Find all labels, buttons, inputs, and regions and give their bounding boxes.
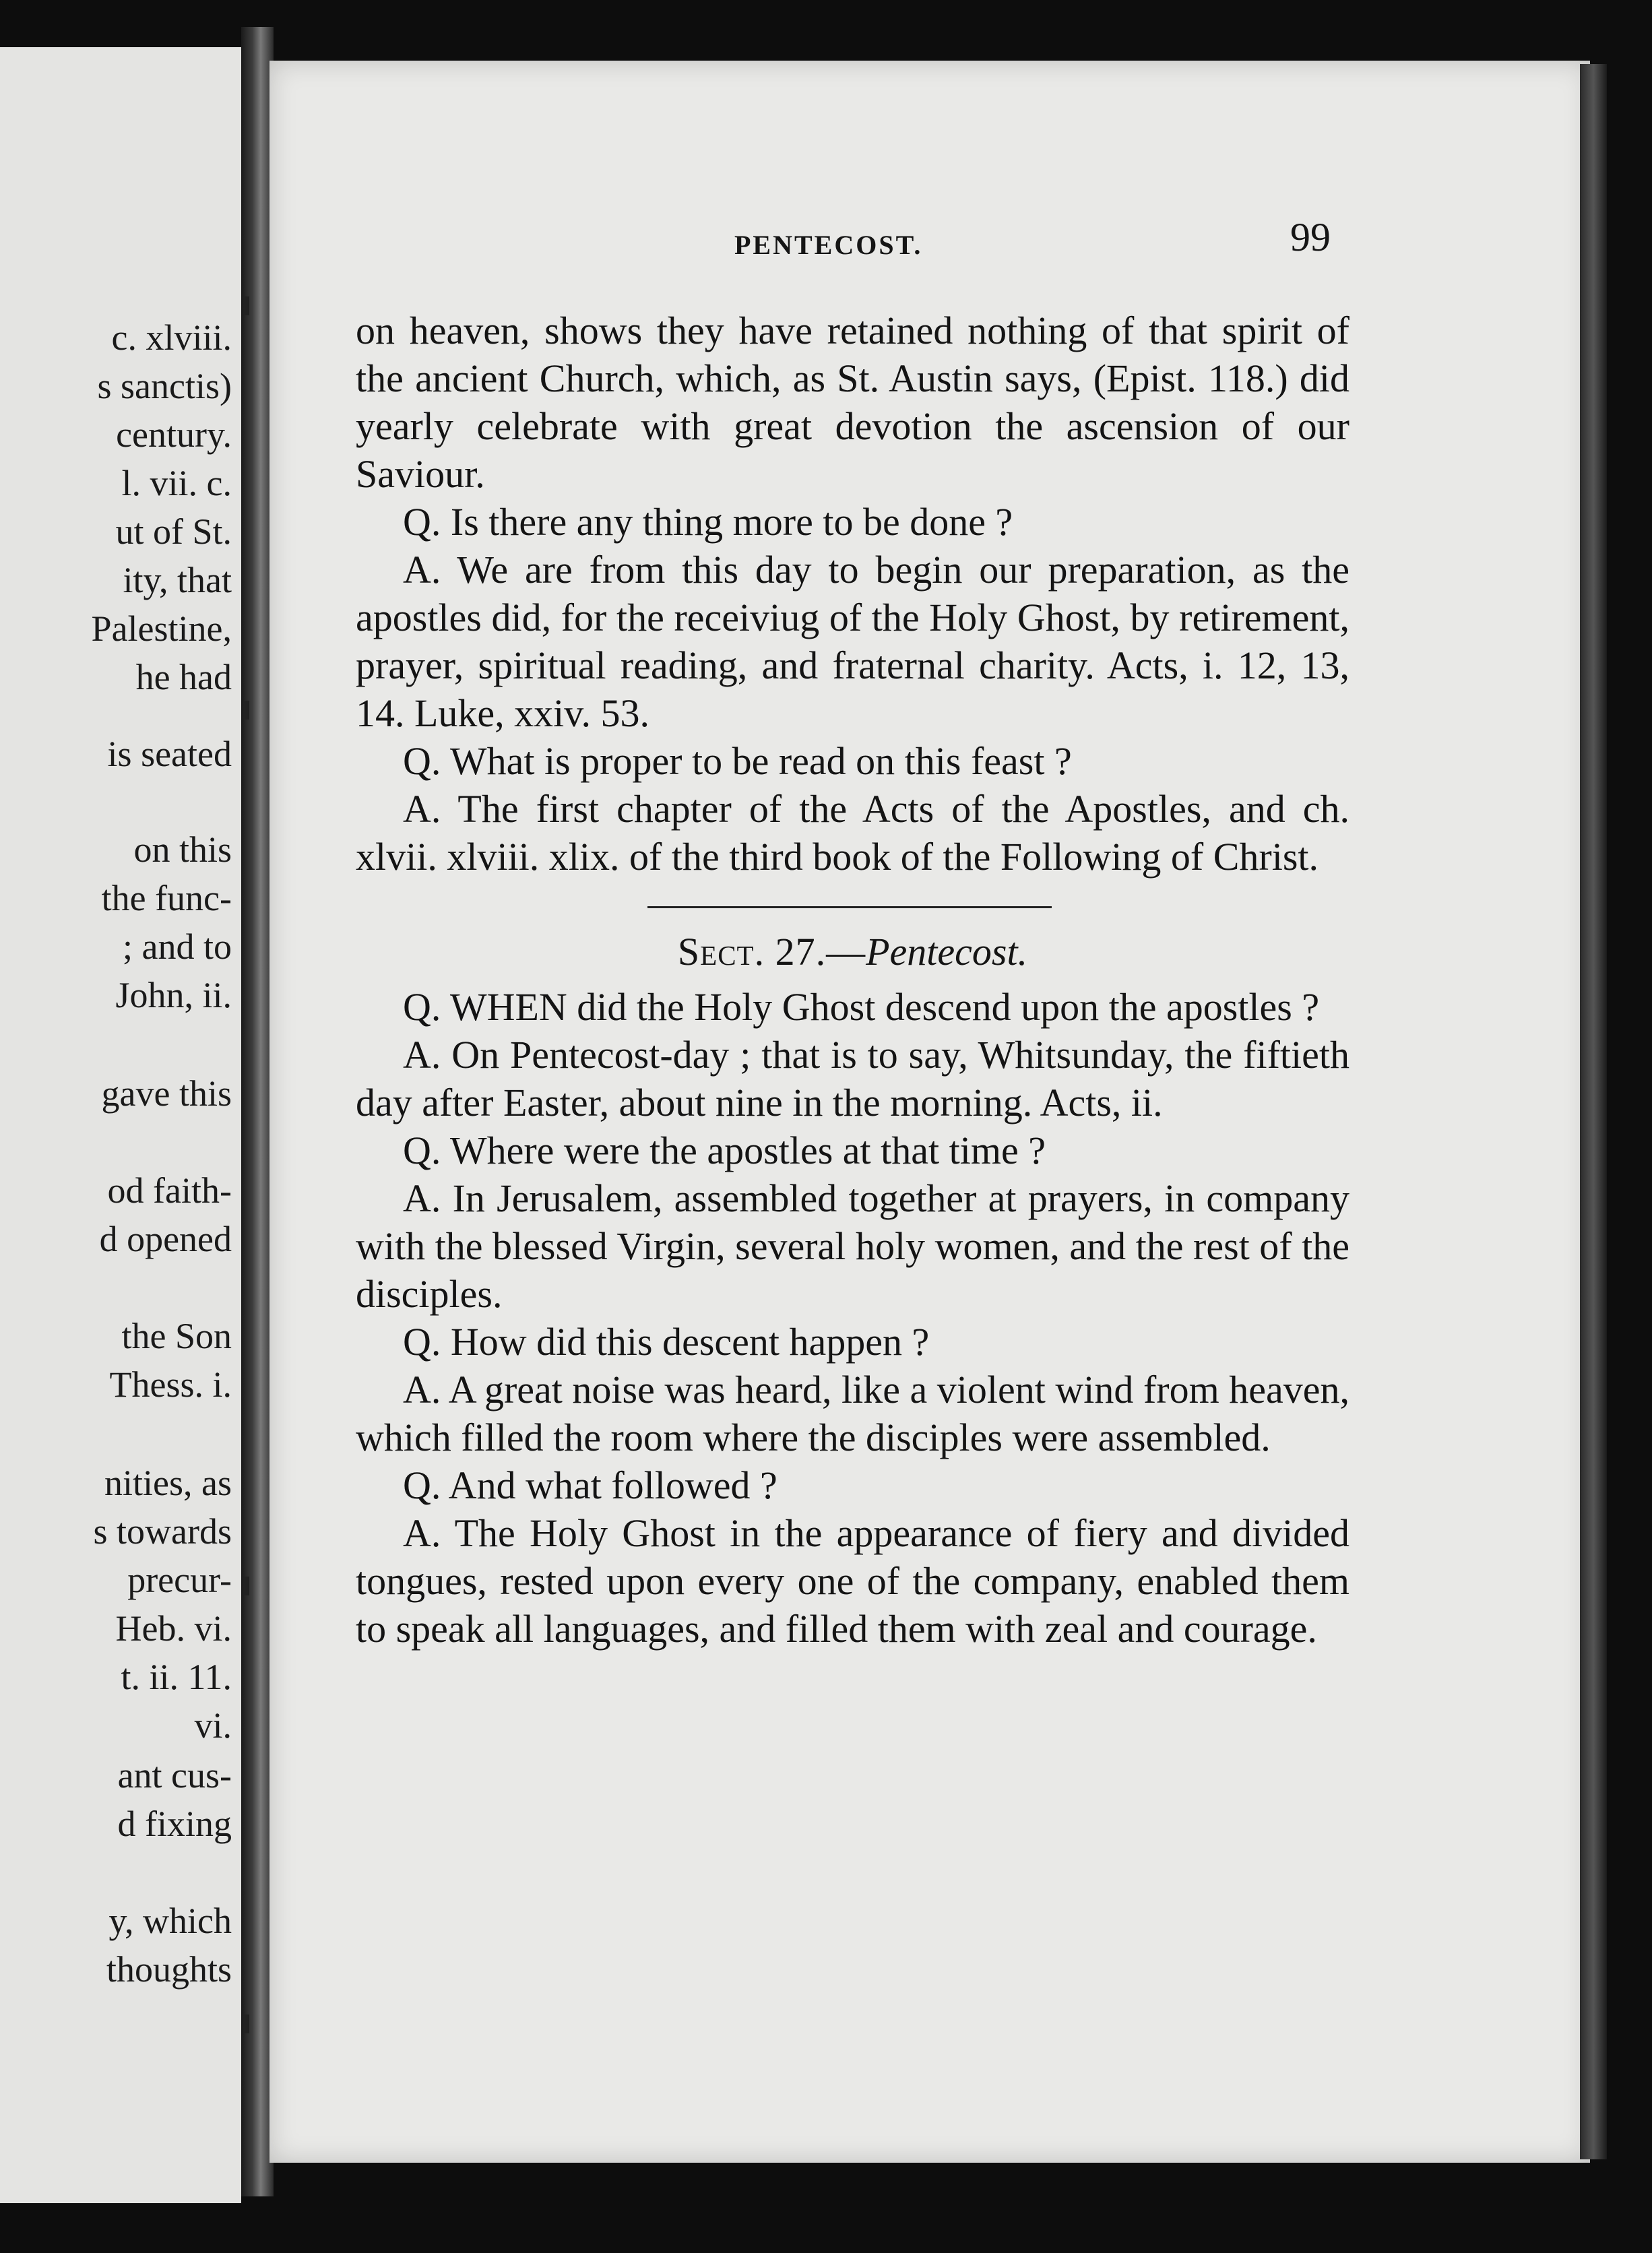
facing-page-line: l. vii. c. [121, 463, 232, 503]
facing-page-line: is seated [107, 734, 232, 774]
facing-page-line: precur- [127, 1560, 232, 1600]
binding-mark [244, 2014, 249, 2033]
book-gutter [241, 27, 274, 2196]
facing-page-line: ut of St. [115, 511, 232, 552]
question: Q. What is proper to be read on this feast ? [403, 739, 1072, 783]
facing-page-line: Palestine, [91, 608, 232, 649]
facing-page-line: nities, as [104, 1463, 232, 1503]
section-divider [356, 881, 1349, 928]
answer: A. On Pentecost-day ; that is to say, Whitsunday, the fiftieth day after Easter, about nine in the morning. Acts, ii. [356, 1033, 1349, 1124]
question: Q. How did this descent happen ? [403, 1320, 930, 1364]
page-text [356, 307, 1349, 1653]
page-number: 99 [1290, 215, 1331, 259]
facing-page-line: gave this [101, 1073, 232, 1114]
question: Q. And what followed ? [403, 1463, 777, 1507]
divider-rule [647, 906, 1052, 908]
facing-page-line: ant cus- [117, 1755, 232, 1796]
facing-page-line: Heb. vi. [115, 1608, 232, 1649]
facing-page-line: y, which [108, 1901, 232, 1941]
facing-page-line: t. ii. 11. [121, 1657, 232, 1697]
facing-page-line: the Son [121, 1316, 232, 1356]
facing-page-line: he had [135, 657, 232, 697]
section-title: Pentecost. [866, 930, 1028, 974]
facing-page-line: c. xlviii. [111, 317, 232, 358]
facing-page-line: ; and to [123, 926, 232, 967]
facing-page-line: vi. [194, 1705, 232, 1746]
binding-mark [244, 1577, 249, 1595]
facing-page-line: od faith- [107, 1170, 232, 1211]
answer: A. A great noise was heard, like a violent wind from heaven, which filled the room where the disciples were assembled. [356, 1368, 1349, 1459]
facing-page [0, 47, 241, 2203]
facing-page-line: Thess. i. [109, 1364, 232, 1405]
facing-page-line: thoughts [106, 1949, 232, 1990]
question: Q. Where were the apostles at that time ? [403, 1129, 1046, 1172]
answer: A. The first chapter of the Acts of the Apostles, and ch. xlvii. xlviii. xlix. of the third book of the Following of Christ. [356, 787, 1349, 879]
question: Q. WHEN did the Holy Ghost descend upon the apostles ? [403, 985, 1320, 1029]
answer: A. The Holy Ghost in the appearance of fiery and divided tongues, rested upon every one of the company, enabled them to speak all languages, and filled them with zeal and courage. [356, 1511, 1349, 1651]
facing-page-line: John, ii. [115, 975, 232, 1015]
section-label: Sect. 27.— [677, 930, 866, 974]
paragraph: on heaven, shows they have retained nothing of that spirit of the ancient Church, which, as St. Austin says, (Epist. 118.) did yearly celebrate with great devotion the ascension of our Saviour. [356, 309, 1349, 496]
answer: A. We are from this day to begin our preparation, as the apostles did, for the receiviug of the Holy Ghost, by retirement, prayer, spiritual reading, and fraternal charity. Acts, i. 12, 13, 14. Luke, xxiv. 53. [356, 548, 1349, 735]
binding-mark [244, 296, 249, 315]
facing-page-line: d fixing [117, 1804, 232, 1844]
facing-page-line: ity, that [123, 560, 232, 600]
section-heading [356, 928, 1349, 979]
facing-page-line: on this [133, 829, 232, 870]
running-head: PENTECOST. [734, 230, 923, 260]
facing-page-line: d opened [99, 1219, 232, 1259]
facing-page-line: s towards [93, 1511, 232, 1552]
page-edge [1580, 64, 1607, 2159]
facing-page-line: s sanctis) [97, 366, 232, 406]
answer: A. In Jerusalem, assembled together at prayers, in company with the blessed Virgin, several holy women, and the rest of the disciples. [356, 1176, 1349, 1316]
binding-mark [244, 701, 249, 720]
facing-page-line: the func- [101, 878, 232, 918]
facing-page-line: century. [116, 414, 232, 455]
question: Q. Is there any thing more to be done ? [403, 500, 1013, 544]
